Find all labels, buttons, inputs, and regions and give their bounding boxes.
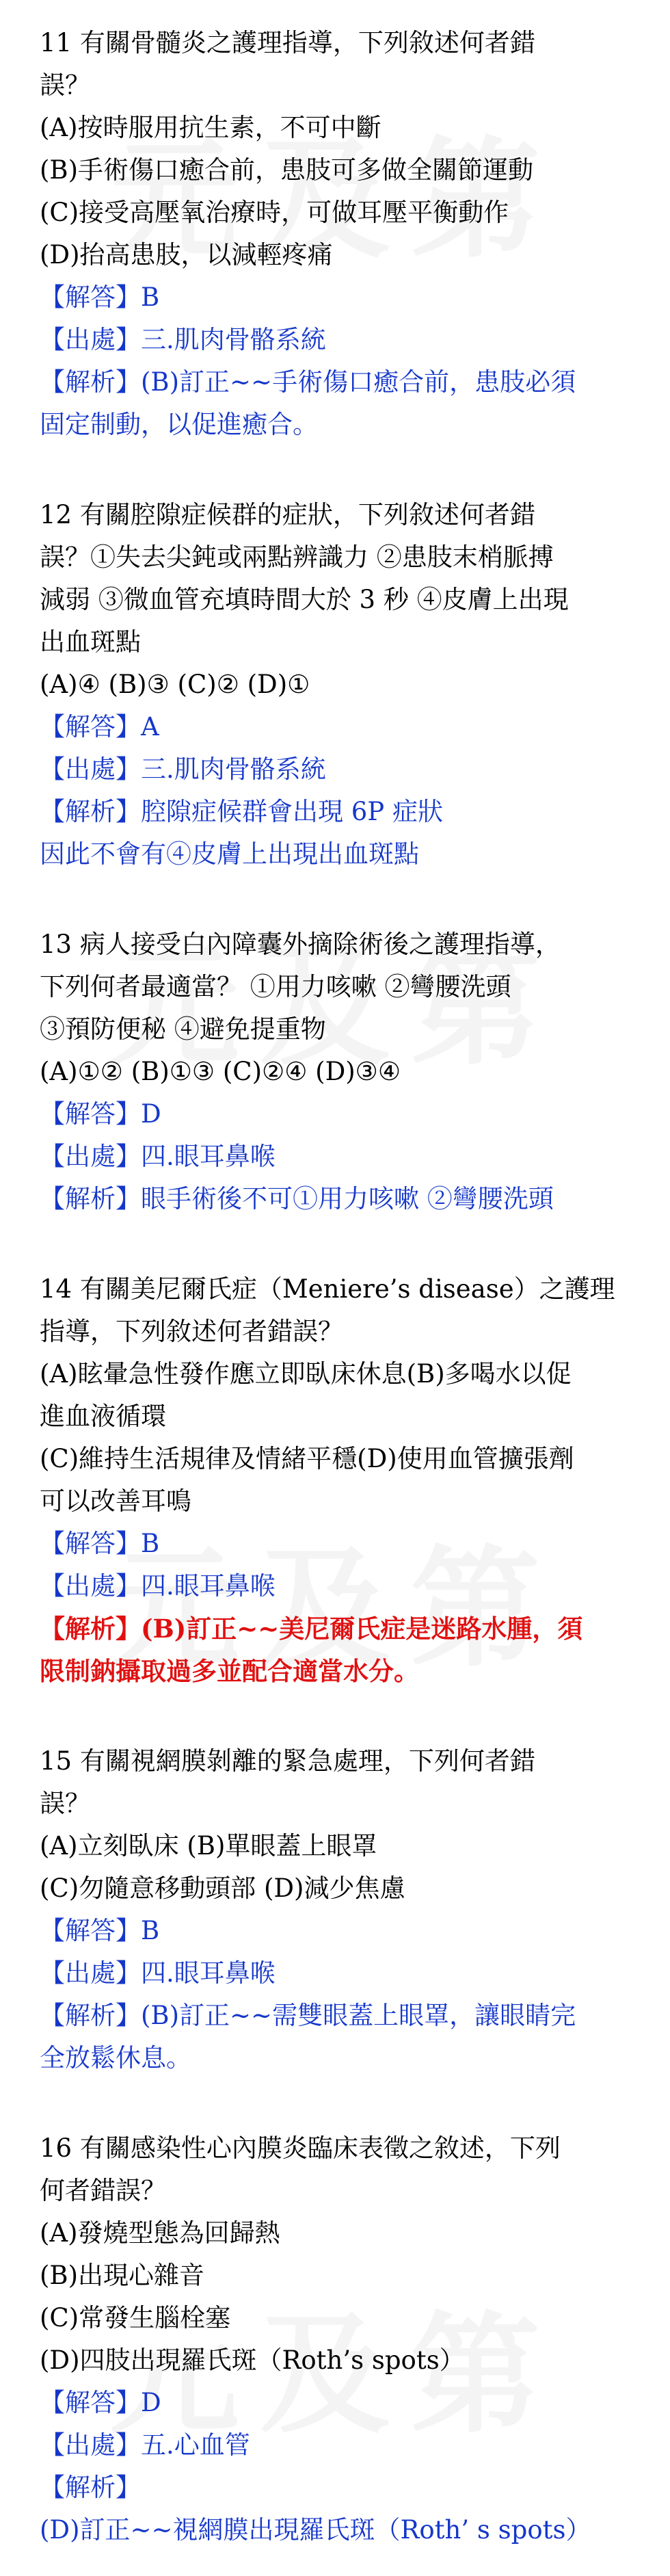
answer-text-line: 因此不會有④皮膚上出現出血斑點 bbox=[40, 839, 419, 869]
answer-text-line: 【解析】(B)訂正~~美尼爾氏症是迷路水腫，須 bbox=[40, 1614, 583, 1644]
answer-text-line: 【出處】四.眼耳鼻喉 bbox=[40, 1571, 276, 1601]
question-text-line: (C)接受高壓氧治療時，可做耳壓平衡動作 bbox=[40, 198, 509, 227]
question-text-line: 誤？ bbox=[40, 1789, 90, 1818]
question-text-line: (B)出現心雜音 bbox=[40, 2261, 205, 2290]
answer-text-line: 【解析】腔隙症候群會出現 6P 症狀 bbox=[40, 797, 443, 826]
question-text-line: 16 有關感染性心內膜炎臨床表徵之敘述，下列 bbox=[40, 2133, 561, 2163]
question-text-line: (C)勿隨意移動頭部 (D)減少焦慮 bbox=[40, 1874, 405, 1903]
question-text-line: 何者錯誤？ bbox=[40, 2176, 166, 2205]
question-text-line: (C)常發生腦栓塞 bbox=[40, 2303, 231, 2332]
answer-text-line: 【解答】B bbox=[40, 1529, 160, 1558]
question-text-line: 14 有關美尼爾氏症（Meniere’s disease）之護理 bbox=[40, 1274, 615, 1304]
answer-text-line: 【出處】三.肌肉骨骼系統 bbox=[40, 325, 326, 354]
answer-text-line: 【解析】(B)訂正~~需雙眼蓋上眼罩，讓眼睛完 bbox=[40, 2001, 576, 2030]
question-block bbox=[40, 1740, 670, 2079]
answer-text-line: (D)訂正~~視網膜出現羅氏斑（Roth’ s spots） bbox=[40, 2515, 591, 2545]
answer-text-line: 【解析】 bbox=[40, 2473, 141, 2502]
answer-text-line: 【出處】四.眼耳鼻喉 bbox=[40, 1142, 276, 1171]
question-text-line: 15 有關視網膜剝離的緊急處理，下列何者錯 bbox=[40, 1746, 535, 1776]
question-text-line: 13 病人接受白內障囊外摘除術後之護理指導， bbox=[40, 930, 561, 959]
answer-text-line: 固定制動，以促進癒合。 bbox=[40, 410, 318, 439]
question-text-line: 進血液循環 bbox=[40, 1402, 166, 1431]
question-text-line: 11 有關骨髓炎之護理指導，下列敘述何者錯 bbox=[40, 28, 535, 57]
answer-text-line: 【出處】三.肌肉骨骼系統 bbox=[40, 754, 326, 784]
question-text-line: (D)抬高患肢，以減輕疼痛 bbox=[40, 240, 333, 270]
answer-text-line: 全放鬆休息。 bbox=[40, 2043, 191, 2073]
question-block bbox=[40, 22, 670, 446]
answer-text-line: 【解析】(B)訂正~~手術傷口癒合前，患肢必須 bbox=[40, 367, 576, 397]
question-text-line: (A)④ (B)③ (C)② (D)① bbox=[40, 670, 310, 699]
question-text-line: 下列何者最適當？ ①用力咳嗽 ②彎腰洗頭 bbox=[40, 972, 511, 1001]
question-text-line: 指導，下列敘述何者錯誤？ bbox=[40, 1317, 343, 1346]
question-block bbox=[40, 2127, 670, 2551]
answer-text-line: 【解答】B bbox=[40, 282, 160, 312]
question-text-line: 出血斑點 bbox=[40, 627, 141, 657]
question-text-line: (C)維持生活規律及情緒平穩(D)使用血管擴張劑 bbox=[40, 1444, 574, 1473]
question-text-line: 12 有關腔隙症候群的症狀，下列敘述何者錯 bbox=[40, 500, 535, 529]
question-text-line: 誤？ bbox=[40, 70, 90, 100]
question-text-line: (A)立刻臥床 (B)單眼蓋上眼罩 bbox=[40, 1831, 377, 1861]
question-text-line: 可以改善耳鳴 bbox=[40, 1486, 191, 1516]
answer-text-line: 【解答】B bbox=[40, 1916, 160, 1945]
question-block bbox=[40, 1268, 670, 1692]
question-text-line: (A)①② (B)①③ (C)②④ (D)③④ bbox=[40, 1057, 401, 1086]
question-text-line: 誤？①失去尖鈍或兩點辨識力 ②患肢末梢脈搏 bbox=[40, 542, 554, 572]
question-text-line: (A)發燒型態為回歸熱 bbox=[40, 2218, 280, 2248]
question-text-line: (D)四肢出現羅氏斑（Roth’s spots） bbox=[40, 2345, 465, 2375]
answer-text-line: 【出處】五.心血管 bbox=[40, 2430, 250, 2460]
answer-text-line: 【解析】眼手術後不可①用力咳嗽 ②彎腰洗頭 bbox=[40, 1184, 554, 1213]
question-block bbox=[40, 923, 670, 1220]
answer-text-line: 【出處】四.眼耳鼻喉 bbox=[40, 1958, 276, 1988]
question-text-line: (A)按時服用抗生素，不可中斷 bbox=[40, 113, 381, 142]
question-text-line: ③預防便秘 ④避免提重物 bbox=[40, 1014, 326, 1044]
answer-text-line: 【解答】A bbox=[40, 712, 159, 741]
question-text-line: (A)眩暈急性發作應立即臥床休息(B)多喝水以促 bbox=[40, 1359, 572, 1389]
answer-text-line: 【解答】D bbox=[40, 2388, 161, 2417]
question-text-line: (B)手術傷口癒合前，患肢可多做全關節運動 bbox=[40, 155, 534, 185]
answer-text-line: 【解答】D bbox=[40, 1099, 161, 1129]
question-text-line: 減弱 ③微血管充填時間大於 3 秒 ④皮膚上出現 bbox=[40, 585, 569, 614]
question-block bbox=[40, 494, 670, 876]
answer-text-line: 限制鈉攝取過多並配合適當水分。 bbox=[40, 1656, 419, 1686]
